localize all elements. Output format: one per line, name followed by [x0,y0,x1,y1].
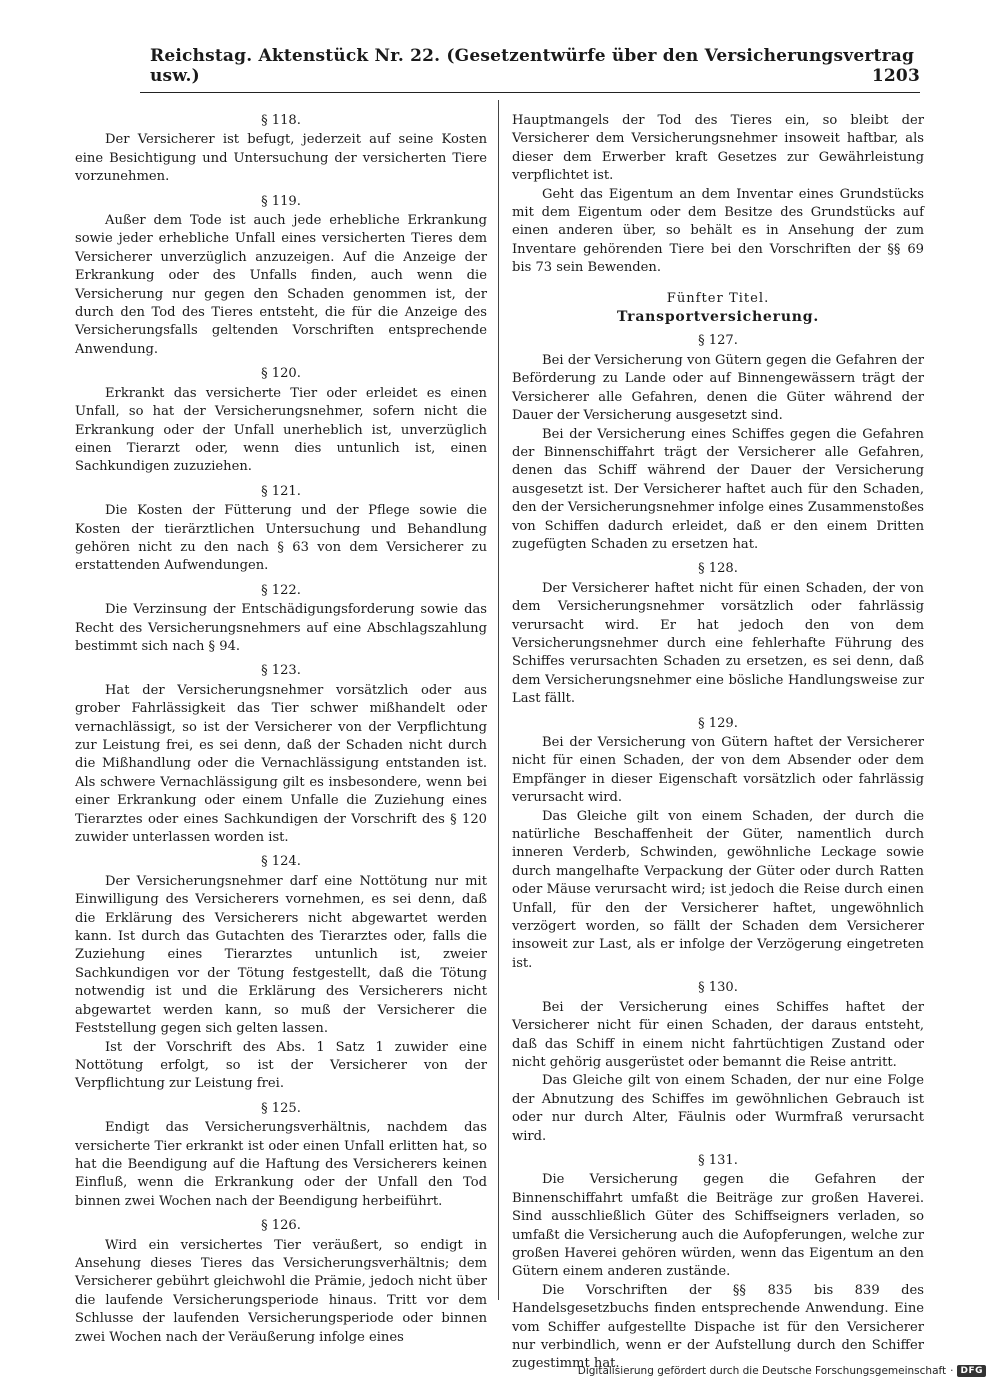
section-heading: § 121. [261,483,301,499]
paragraph: Die Verzinsung der Entschädigungsforderung sowie das Recht des Versicherungsnehmers auf eine Abschlagszahlung bestimmt sich nach § 94. [75,602,487,654]
section-heading: § 123. [261,663,301,679]
paragraph: Außer dem Tode ist auch jede erhebliche Erkrankung sowie jeder erhebliche Unfall eines versicherten Tieres dem Versicherer unverzüglich anzuzeigen. Auf die Anzeige der Erkrankung oder des Unfalls finden, auch wenn die Versicherung nur gegen den Schaden genommen ist, der durch den Tod des Tieres entsteht, die für die Anzeige des Versicherungsfalls geltenden Vorschriften entsprechende Anwendung. [75,213,487,357]
column-divider [498,100,499,1300]
paragraph: Hat der Versicherungsnehmer vorsätzlich oder aus grober Fahrlässigkeit das Tier schwer mißhandelt oder vernachlässigt, so ist der Versicherer von der Verpflichtung zur Leistung frei, es sei denn, daß der Schaden nicht durch die Mißhandlung oder die Vernachlässigung entstanden ist. Als schwere Vernachlässigung gilt es insbesondere, wenn bei einer Erkrankung oder einem Unfalle die Zuziehung eines Tierarztes oder eines Sachkundigen der Vorschrift des § 120 zuwider unterlassen worden ist. [75,682,487,846]
right-column [512,112,924,1374]
paragraph: Der Versicherungsnehmer darf eine Nottötung nur mit Einwilligung des Versicherers vornehmen, es sei denn, daß die Erklärung des Versicherers nicht abgewartet werden kann. Ist durch das Gutachten des Tierarztes oder, falls die Zuziehung eines Tierarztes untunlich ist, zweier Sachkundigen vor der Tötung festgestellt, daß die Tötung notwendig ist und die Erklärung des Versicherers nicht abgewartet werden kann, so muß der Versicherer die Feststellung gegen sich gelten lassen. [75,873,487,1037]
section-heading: § 129. [698,715,738,731]
page-header [140,46,920,93]
section-heading: § 127. [698,333,738,349]
page-number: 1203 [871,66,920,86]
paragraph: Das Gleiche gilt von einem Schaden, der nur eine Folge der Abnutzung des Schiffes im gewöhnlichen Gebrauch ist oder nur durch Alter, Fäulnis oder Wurmfraß verursacht wird. [512,1073,924,1144]
title-number: Fünfter Titel. [666,290,770,306]
page-footer: Digitalisierung gefördert durch die Deutsche Forschungsgemeinschaft · DFG [578,1365,986,1377]
title-heading: Transportversicherung. [616,309,820,326]
left-column [75,112,487,1347]
section-heading: § 120. [261,366,301,382]
section-heading: § 124. [261,854,301,870]
paragraph: Bei der Versicherung von Gütern haftet der Versicherer nicht für einen Schaden, der von dem Absender oder dem Empfänger in dieser Eigenschaft vorsätzlich oder fahrlässig verursacht wird. [512,735,924,806]
header-title: Reichstag. Aktenstück Nr. 22. (Gesetzentwürfe über den Versicherungsvertrag usw.) [150,46,915,86]
footer-credit: Digitalisierung gefördert durch die Deutsche Forschungsgemeinschaft [577,1365,947,1377]
section-heading: § 118. [261,113,301,128]
paragraph: Bei der Versicherung von Gütern gegen die Gefahren der Beförderung zu Lande oder auf Binnengewässern trägt der Versicherer alle Gefahren, denen die Güter während der Dauer der Versicherung ausgesetzt sind. [512,352,924,424]
paragraph: Die Kosten der Fütterung und der Pflege sowie die Kosten der tierärztlichen Untersuchung und Behandlung gehören nicht zu den nach § 63 von dem Versicherer zu erstattenden Aufwendungen. [75,503,487,574]
section-heading: § 126. [261,1218,301,1234]
paragraph: Bei der Versicherung eines Schiffes gegen die Gefahren der Binnenschiffahrt trägt der Versicherer alle Gefahren, denen das Schiff während der Dauer der Versicherung ausgesetzt ist. Der Versicherer haftet auch für den Schaden, den der Versicherungsnehmer infolge eines Zusammenstoßes von Schiffen dadurch erleidet, daß er den einem Dritten zugefügten Schaden zu ersetzen hat. [512,426,924,552]
section-heading: § 119. [261,193,301,209]
paragraph: Geht das Eigentum an dem Inventar eines Grundstücks mit dem Eigentum oder dem Besitze des Grundstücks auf einen anderen über, so behält es in Ansehung der zum Inventare gehörenden Tiere bei den Vorschriften der §§ 69 bis 73 sein Bewenden. [512,186,924,276]
paragraph: Endigt das Versicherungsverhältnis, nachdem das versicherte Tier erkrankt ist oder einen Unfall erlitten hat, so hat die Beendigung auf die Haftung des Versicherers keinen Einfluß, wenn die Erkrankung oder der Unfall den Tod binnen zwei Wochen nach der Beendigung herbeiführt. [75,1120,487,1209]
paragraph-continuation: Hauptmangels der Tod des Tieres ein, so bleibt der Versicherer dem Versicherungsnehmer insoweit haftbar, als dieser dem Erwerber kraft Gesetzes zur Gewährleistung verpflichtet ist. [512,113,924,184]
paragraph: Ist der Vorschrift des Abs. 1 Satz 1 zuwider eine Nottötung erfolgt, so ist der Versicherer von der Verpflichtung zur Leistung frei. [75,1039,487,1092]
paragraph: Der Versicherer haftet nicht für einen Schaden, der von dem Versicherungsnehmer vorsätzlich oder fahrlässig verursacht wird. Er hat jedoch den von dem Versicherungsnehmer durch eine fehlerhafte Führung des Schiffes verursachten Schaden zu ersetzen, es sei denn, daß dem Versicherungsnehmer eine bösliche Handlungsweise zur Last fällt. [512,580,924,707]
paragraph: Wird ein versichertes Tier veräußert, so endigt in Ansehung dieses Tieres das Versicherungsverhältnis; dem Versicherer gebührt gleichwohl die Prämie, jedoch nicht über die laufende Versicherungsperiode hinaus. Tritt vor dem Schlusse der laufenden Versicherungsperiode oder binnen zwei Wochen nach der Veräußerung infolge eines [75,1237,487,1345]
section-heading: § 125. [261,1100,301,1116]
section-heading: § 131. [698,1152,738,1168]
paragraph: Die Versicherung gegen die Gefahren der Binnenschiffahrt umfaßt die Beiträge zur großen Haverei. Sind ausschließlich Güter des Schiffseigners verladen, so umfaßt die Versicherung auch die Aufopferungen, welche zur großen Haverei gehören würden, wenn das Eigentum an den Gütern einem anderen zustände. [512,1172,924,1280]
paragraph: Erkrankt das versicherte Tier oder erleidet es einen Unfall, so hat der Versicherungsnehmer, sofern nicht die Erkrankung oder der Unfall unerheblich ist, unverzüglich einen Tierarzt oder, wenn dies untunlich ist, einen Sachkundigen zuzuziehen. [75,385,487,475]
section-heading: § 130. [698,980,738,996]
paragraph: Die Vorschriften der §§ 835 bis 839 des Handelsgesetzbuchs finden entsprechende Anwendung. Eine vom Schiffer aufgestellte Dispache ist für den Versicherer nur verbindlich, wenn er der Aufstellung durch den Schiffer zugestimmt hat. [512,1282,924,1372]
paragraph: Der Versicherer ist befugt, jederzeit auf seine Kosten eine Besichtigung und Untersuchung der versicherten Tiere vorzunehmen. [75,132,487,185]
dfg-logo: DFG [957,1365,986,1377]
paragraph: Bei der Versicherung eines Schiffes haftet der Versicherer nicht für einen Schaden, der daraus entsteht, daß das Schiff in einem nicht fahrtüchtigen Zustand oder nicht gehörig ausgerüstet oder bemannt die Reise antritt. [512,999,924,1070]
section-heading: § 128. [698,561,738,577]
section-heading: § 122. [261,582,301,598]
paragraph: Das Gleiche gilt von einem Schaden, der durch die natürliche Beschaffenheit der Güter, namentlich durch inneren Verderb, Schwinden, gewöhnliche Leckage sowie durch mangelhafte Verpackung der Güter oder durch Ratten oder Mäuse verursacht wird; ist jedoch die Reise durch einen Unfall, für den der Versicherer haftet, ungewöhnlich verzögert worden, so fällt der Schaden dem Versicherer insoweit zur Last, als er infolge der Verzögerung eingetreten ist. [512,808,924,971]
